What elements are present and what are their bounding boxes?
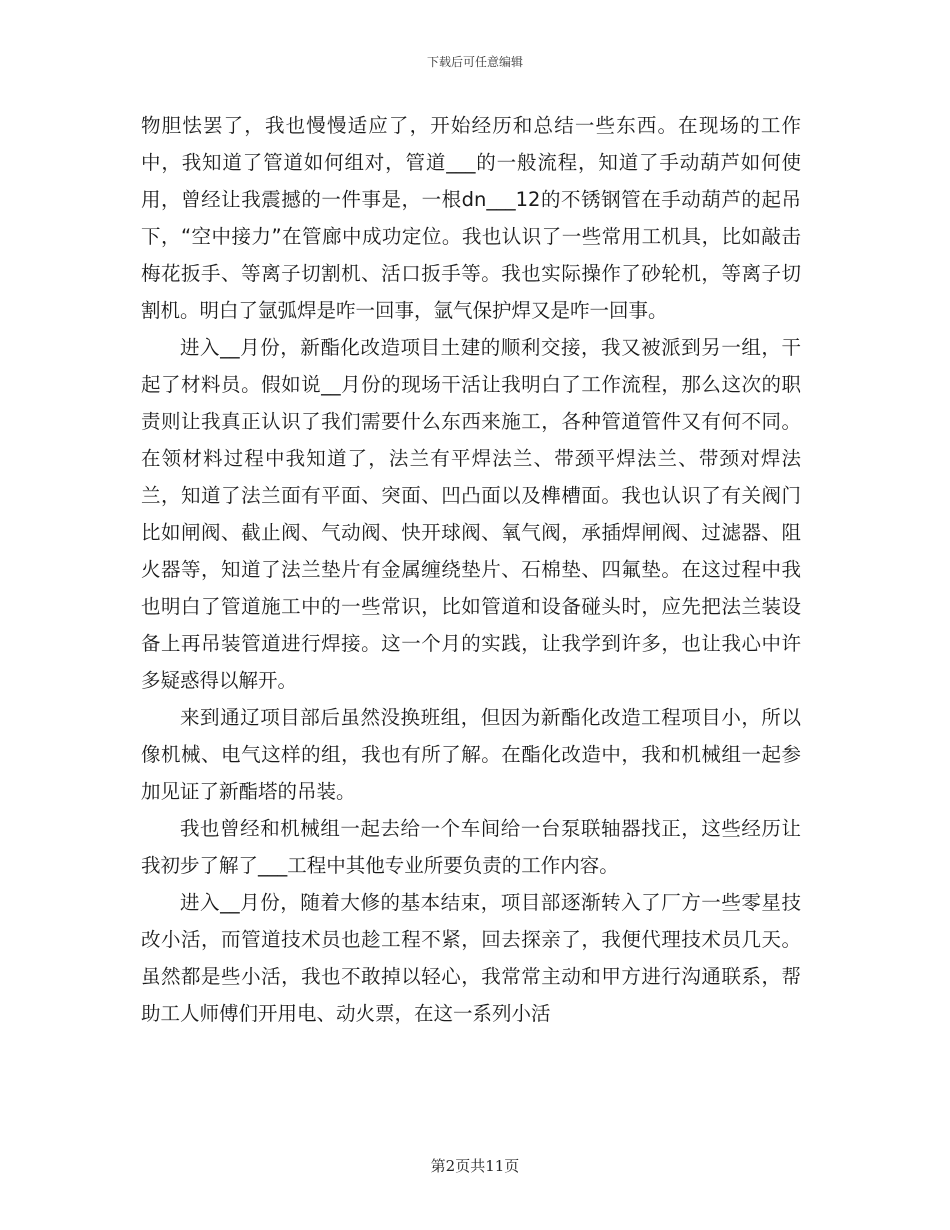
paragraph-5: 进入__月份，随着大修的基本结束，项目部逐渐转入了厂方一些零星技改小活，而管道技术员也趁工程不紧，回去探亲了，我便代理技术员几天。虽然都是些小活，我也不敢掉以轻心，我常常主动和甲方进行沟通联系，帮助工人师傅们开用电、动火票，在这一系列小活 <box>141 891 801 1025</box>
paragraph-3: 来到通辽项目部后虽然没换班组，但因为新酯化改造工程项目小，所以像机械、电气这样的组，我也有所了解。在酯化改造中，我和机械组一起参加见证了新酯塔的吊装。 <box>141 706 801 803</box>
paragraph-4: 我也曾经和机械组一起去给一个车间给一台泵联轴器找正，这些经历让我初步了解了___工程中其他专业所要负责的工作内容。 <box>141 817 801 877</box>
paragraph-2: 进入__月份，新酯化改造项目土建的顺利交接，我又被派到另一组，干起了材料员。假如说__月份的现场干活让我明白了工作流程，那么这次的职责则让我真正认识了我们需要什么东西来施工，各种管道管件又有何不同。在领材料过程中我知道了，法兰有平焊法兰、带颈平焊法兰、带颈对焊法兰，知道了法兰面有平面、突面、凹凸面以及榫槽面。我也认识了有关阀门比如闸阀、截止阀、气动阀、快开球阀、氧气阀，承插焊闸阀、过滤器、阻火器等，知道了法兰垫片有金属缠绕垫片、石棉垫、四氟垫。在这过程中我也明白了管道施工中的一些常识，比如管道和设备碰头时，应先把法兰装设备上再吊装管道进行焊接。这一个月的实践，让我学到许多，也让我心中许多疑惑得以解开。 <box>141 336 801 692</box>
document-body <box>141 107 801 1032</box>
paragraph-1: 物胆怯罢了，我也慢慢适应了，开始经历和总结一些东西。在现场的工作中，我知道了管道如何组对，管道___的一般流程，知道了手动葫芦如何使用，曾经让我震撼的一件事是，一根dn___12的不锈钢管在手动葫芦的起吊下，“空中接力”在管廊中成功定位。我也认识了一些常用工机具，比如敲击梅花扳手、等离子切割机、活口扳手等。我也实际操作了砂轮机，等离子切割机。明白了氩弧焊是咋一回事，氩气保护焊又是咋一回事。 <box>141 114 801 322</box>
page-header: 下载后可任意编辑 <box>426 55 523 69</box>
page-number-footer: 第2页共11页 <box>430 1157 520 1175</box>
